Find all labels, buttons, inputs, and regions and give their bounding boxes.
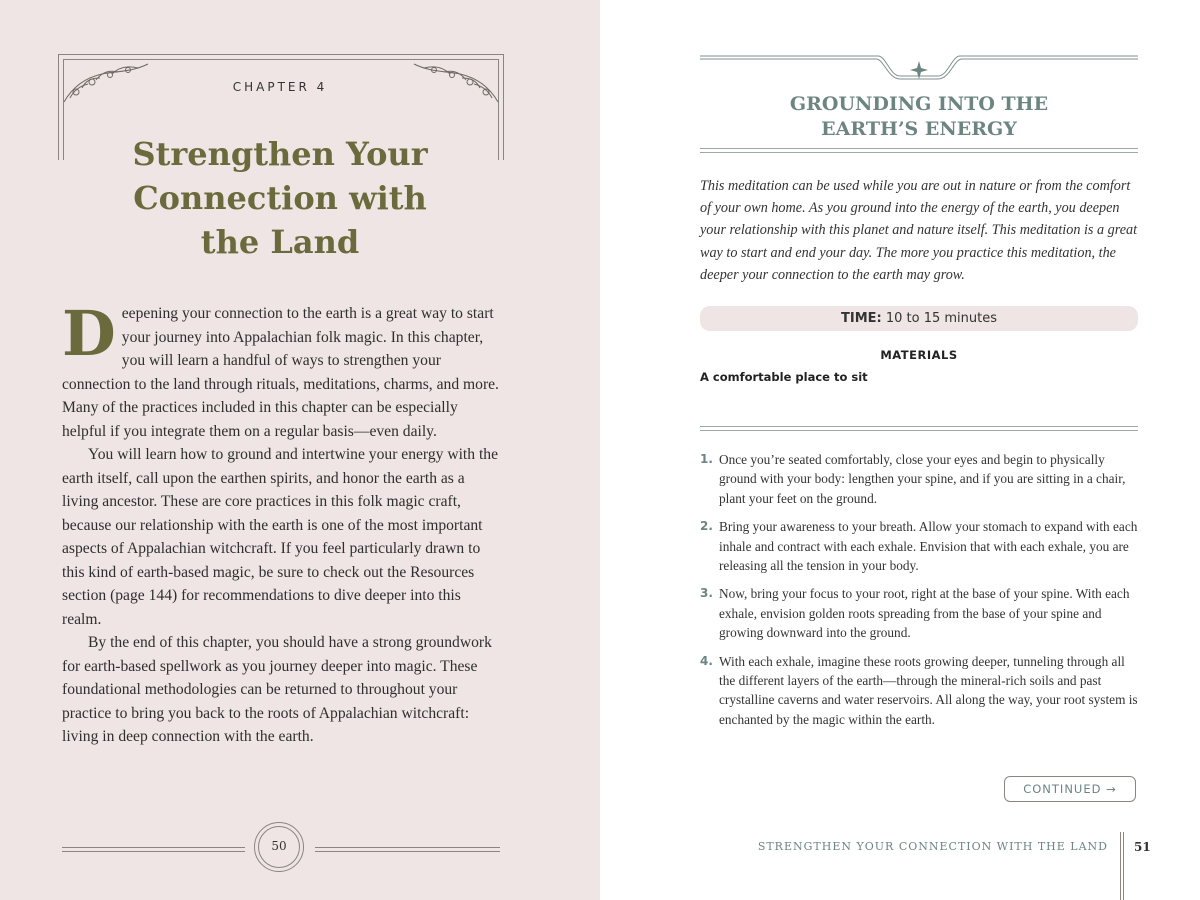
chapter-title <box>60 132 500 264</box>
steps-list <box>700 450 1140 738</box>
body-paragraph <box>62 297 500 443</box>
step-text: Bring your awareness to your breath. Allow your stomach to expand with each inhale and contract with each exhale. Envision that with each exhale, you are releasing all the tension in your body. <box>719 519 1138 574</box>
section-title <box>700 92 1138 142</box>
footer-rule <box>62 847 245 852</box>
step-item <box>700 652 1140 730</box>
time-value: 10 to 15 minutes <box>885 311 998 326</box>
step-item <box>700 517 1140 575</box>
step-item <box>700 450 1140 508</box>
title-divider <box>700 148 1138 153</box>
step-number: 1. <box>700 452 713 466</box>
body-paragraph: By the end of this chapter, you should have a strong groundwork for earth-based spellwork as you journey deeper into magic. These foundational methodologies can be returned to throughout your practice to bring you back to the roots of Appalachian witchcraft: living in deep connection with the earth. <box>62 634 492 745</box>
running-head: STRENGTHEN YOUR CONNECTION WITH THE LAND <box>757 840 1108 853</box>
intro-paragraph: This meditation can be used while you are out in nature or from the comfort of your own home. As you ground into the energy of the earth, you deepen your relationship with this planet and nature itself. This meditation is a great way to start and end your day. The more you practice this meditation, the deeper your connection to the earth may grow. <box>700 178 1138 283</box>
step-item <box>700 584 1140 642</box>
drop-cap: D <box>62 297 116 370</box>
section-title-line: GROUNDING INTO THE <box>789 93 1049 115</box>
chapter-title-line: Strengthen Your <box>132 135 428 173</box>
step-text: Once you’re seated comfortably, close your eyes and begin to physically ground with your body: lengthen your spine, and if you are sitting in a chair, plant your feet on the ground. <box>719 452 1126 506</box>
materials-heading: MATERIALS <box>880 348 958 362</box>
footer-divider <box>1123 832 1124 900</box>
page-number-badge <box>254 822 304 872</box>
chapter-title-line: Connection with <box>133 179 427 217</box>
right-page-number: 51 <box>1134 840 1151 854</box>
chapter-label: CHAPTER 4 <box>232 80 328 94</box>
step-number: 2. <box>700 519 713 534</box>
time-bar <box>700 306 1138 331</box>
chapter-title-line: the Land <box>200 223 360 261</box>
continued-button[interactable]: CONTINUED → <box>1004 776 1136 802</box>
step-number: 4. <box>700 653 713 668</box>
section-title-line: EARTH’S ENERGY <box>821 118 1017 140</box>
footer-divider <box>1120 832 1121 900</box>
footer-rule <box>315 847 500 852</box>
step-number: 3. <box>700 586 713 601</box>
left-page-number: 50 <box>271 839 287 853</box>
materials-item: A comfortable place to sit <box>700 370 868 384</box>
body-paragraph: You will learn how to ground and intertwine your energy with the earth itself, call upon the earthen spirits, and honor the earth as a living ancestor. These are core practices in this folk magic craft, because our relationship with the earth is one of the most important aspects of Appalachian witchcraft. If you feel particularly drawn to this kind of earth-based magic, be sure to check out the Resources section (page 144) for recommendations to dive deeper into this realm. <box>62 446 498 628</box>
body-paragraph-text: eepening your connection to the earth is a great way to start your journey into Appalachian folk magic. In this chapter, you will learn a handful of ways to strengthen your connection to the land through rituals, meditations, charms, and more. Many of the practices included in this chapter can be especially helpful if you integrate them on a regular basis—even daily. <box>62 305 499 440</box>
left-page-footer <box>62 822 500 874</box>
materials-divider <box>700 426 1138 431</box>
top-ornament-icon <box>700 54 1138 84</box>
chapter-body <box>62 297 500 749</box>
time-label: TIME: <box>840 311 882 326</box>
step-text: Now, bring your focus to your root, right at the base of your spine. With each exhale, envision golden roots spreading from the base of your spine and growing downward into the ground. <box>719 586 1130 641</box>
step-text: With each exhale, imagine these roots growing deeper, tunneling through all the different layers of the earth—through the mineral-rich soils and past crystalline caverns and water reservoirs. All along the way, your root system is enchanted by the magic within the earth. <box>719 653 1138 727</box>
